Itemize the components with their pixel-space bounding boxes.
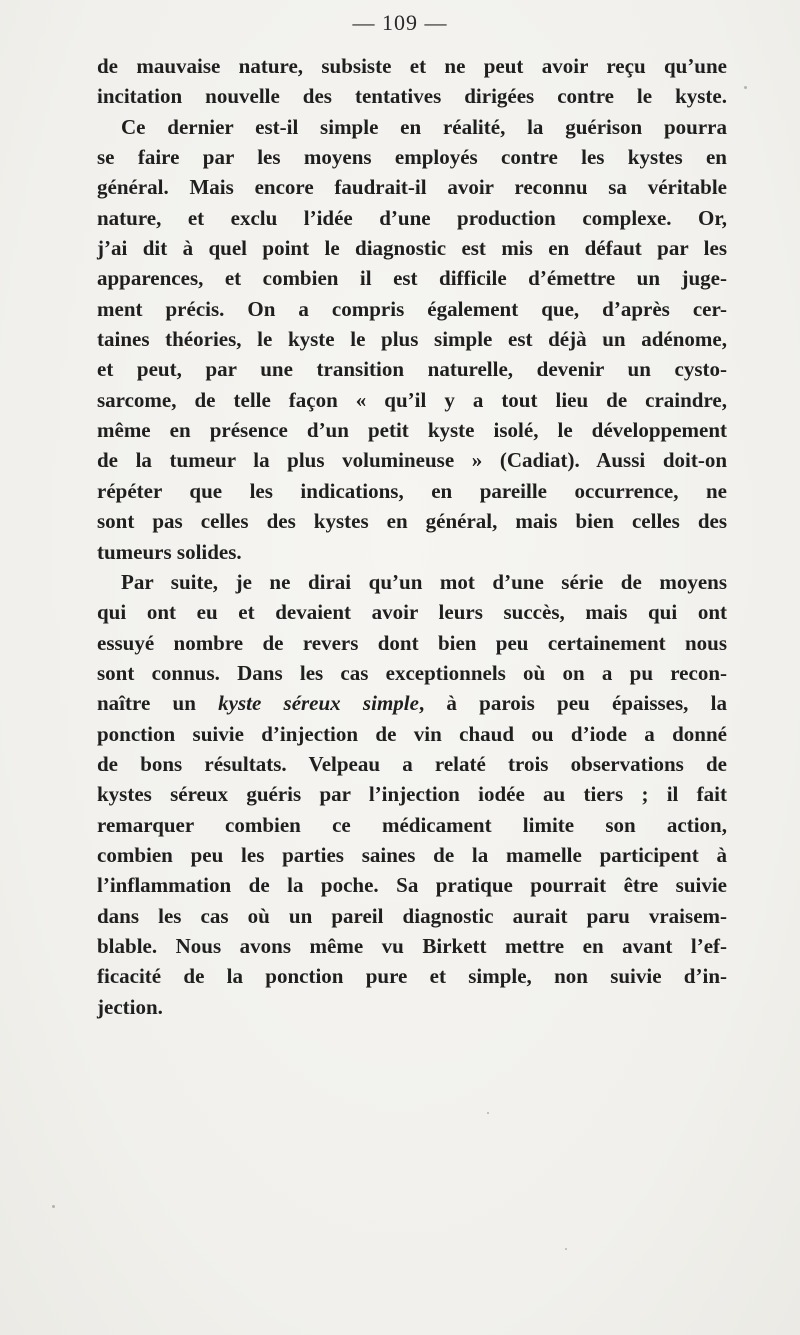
text-line: incitation nouvelle des tentatives dirigées contre le kyste. [97,84,727,109]
text-line: remarquer combien ce médicament limite son action, [97,812,727,837]
text-line: sarcome, de telle façon « qu’il y a tout lieu de craindre, [97,387,727,412]
italic-term: kyste séreux simple [218,691,419,716]
text-line: jection. [97,994,163,1019]
page-number: — 109 — [352,10,448,35]
text-line: ment précis. On a compris également que, d’après cer- [97,296,727,321]
text-line: qui ont eu et devaient avoir leurs succès, mais qui ont [97,600,727,625]
text-line: kystes séreux guéris par l’injection iodée au tiers ; il fait [97,782,727,807]
text-line: dans les cas où un pareil diagnostic aurait paru vraisem- [97,903,727,928]
text-line: l’inflammation de la poche. Sa pratique pourrait être suivie [97,873,727,898]
body-text [97,51,727,1022]
text-line: nature, et exclu l’idée d’une production complexe. Or, [97,205,727,230]
paper-speck [487,1112,489,1114]
text-line: Par suite, je ne dirai qu’un mot d’une série de moyens [121,569,727,594]
text-line: ponction suivie d’injection de vin chaud ou d’iode a donné [97,721,727,746]
text-line: sont connus. Dans les cas exceptionnels où on a pu recon- [97,660,727,685]
text-line: se faire par les moyens employés contre les kystes en [97,145,727,170]
text-line: Ce dernier est-il simple en réalité, la guérison pourra [121,114,727,139]
text-line: répéter que les indications, en pareille occurrence, ne [97,478,727,503]
text-line: et peut, par une transition naturelle, devenir un cysto- [97,357,727,382]
paper-speck [744,86,747,89]
text-line: combien peu les parties saines de la mamelle participent à [97,842,727,867]
text-line: de mauvaise nature, subsiste et ne peut avoir reçu qu’une [97,54,727,78]
text-line: de la tumeur la plus volumineuse » (Cadiat). Aussi doit-on [97,448,727,473]
text-line: naître un kyste séreux simple, à parois peu épaisses, la [97,691,727,716]
text-line: taines théories, le kyste le plus simple est déjà un adénome, [97,327,727,352]
text-line: essuyé nombre de revers dont bien peu certainement nous [97,630,727,655]
text-line: ficacité de la ponction pure et simple, non suivie d’in- [97,964,727,989]
text-line: j’ai dit à quel point le diagnostic est mis en défaut par les [97,236,727,261]
text-line: tumeurs solides. [97,539,242,564]
text-line: sont pas celles des kystes en général, mais bien celles des [97,509,727,534]
text-line: blable. Nous avons même vu Birkett mettre en avant l’ef- [97,933,727,958]
text-line: de bons résultats. Velpeau a relaté trois observations de [97,751,727,776]
paper-speck [565,1248,567,1250]
paper-speck [52,1205,55,1208]
text-line: général. Mais encore faudrait-il avoir reconnu sa véritable [97,175,727,200]
text-line: même en présence d’un petit kyste isolé, le développement [97,418,727,443]
text-line: apparences, et combien il est difficile d’émettre un juge- [97,266,727,291]
